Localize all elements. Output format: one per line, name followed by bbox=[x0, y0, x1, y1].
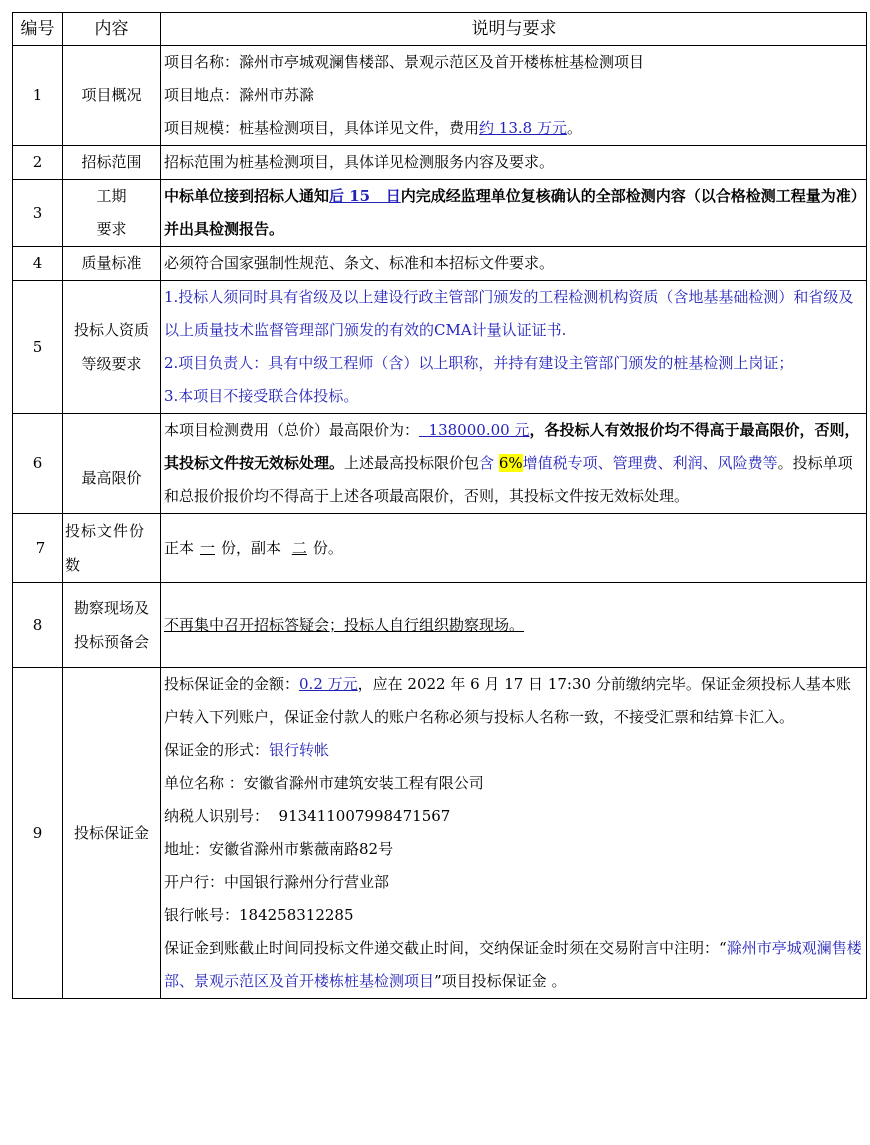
project-name: 项目名称：滁州市亭城观澜售楼部、景观示范区及首开楼栋桩基检测项目 bbox=[164, 53, 645, 71]
tax-id: 纳税人识别号： 913411007998471567 bbox=[164, 807, 451, 825]
deposit-text: ”项目投标保证金 。 bbox=[434, 972, 567, 990]
header-content: 内容 bbox=[63, 13, 161, 46]
row-label-line: 等级要求 bbox=[81, 355, 142, 373]
price-cap-amount: 138000.00 元 bbox=[419, 421, 530, 439]
copies-text: 正本 bbox=[164, 538, 195, 557]
table-row bbox=[13, 583, 867, 668]
row-number: 4 bbox=[13, 247, 63, 281]
row-label bbox=[63, 583, 161, 668]
project-location: 项目地点：滁州市苏滁 bbox=[164, 86, 315, 104]
row-label bbox=[63, 281, 161, 414]
price-cap-text: 含 bbox=[479, 454, 499, 472]
price-cap-text: 上述最高投标限价包 bbox=[344, 454, 480, 472]
row-description bbox=[161, 583, 867, 668]
deposit-text: 投标保证金的金额： bbox=[164, 675, 300, 693]
row-label: 质量标准 bbox=[63, 247, 161, 281]
schedule-text: 内完成经监理单位复核确认的全部检测内容（以合格检测工程量为准）并出具检测报告。 bbox=[164, 187, 859, 238]
deposit-text: 保证金的形式： bbox=[164, 741, 270, 759]
row-label-line: 工期 bbox=[96, 187, 127, 205]
tender-requirements-table bbox=[12, 12, 867, 999]
project-scale-text: 项目规模：桩基检测项目，具体详见文件，费用 bbox=[164, 119, 480, 137]
row-number: 3 bbox=[13, 180, 63, 247]
project-fee: 约 13.8 万元 bbox=[479, 119, 567, 137]
deposit-value: 0.2 万元 bbox=[299, 675, 358, 693]
row-label: 投标保证金 bbox=[63, 668, 161, 999]
table-row bbox=[13, 414, 867, 514]
price-cap-text: 。投标单项和总报价报价均不得高于上述各项最高限价，否则，其投标文件按无效标处理。 bbox=[164, 454, 853, 505]
account-holder: 单位名称 ：安徽省滁州市建筑安装工程有限公司 bbox=[164, 774, 484, 792]
row-number: 1 bbox=[13, 46, 63, 146]
header-number: 编号 bbox=[13, 13, 63, 46]
row-description bbox=[161, 281, 867, 414]
row-description bbox=[161, 180, 867, 247]
row-number: 2 bbox=[13, 146, 63, 180]
deposit-method: 银行转帐 bbox=[269, 741, 330, 759]
copy-count: 二 bbox=[291, 538, 307, 557]
table-row bbox=[13, 247, 867, 281]
table-row bbox=[13, 281, 867, 414]
deposit-amount bbox=[164, 668, 864, 734]
price-cap-rule: 各投标人有效报价均不得高于最高限价，否则，其投标文件按无效标处理。 bbox=[164, 421, 860, 472]
table-row bbox=[13, 146, 867, 180]
header-description: 说明与要求 bbox=[161, 13, 867, 46]
row-label: 招标范围 bbox=[63, 146, 161, 180]
price-cap-text: 本项目检测费用（总价）最高限价为： bbox=[164, 421, 420, 439]
row-description: 招标范围为桩基检测项目，具体详见检测服务内容及要求。 bbox=[161, 146, 867, 180]
address: 地址：安徽省滁州市紫薇南路82号 bbox=[164, 840, 394, 858]
row-number: 6 bbox=[13, 414, 63, 514]
table-header-row bbox=[13, 13, 867, 46]
row-label bbox=[63, 180, 161, 247]
row-number: 9 bbox=[13, 668, 63, 999]
row-label-line: 要求 bbox=[96, 220, 127, 238]
row-label: 最高限价 bbox=[63, 414, 161, 514]
row-label-line: 勘察现场及 bbox=[73, 599, 149, 617]
row-description bbox=[161, 514, 867, 583]
qualification-item: 3.本项目不接受联合体投标。 bbox=[164, 387, 359, 405]
deposit-note bbox=[164, 932, 864, 998]
row-description bbox=[161, 414, 867, 514]
row-label: 投标文件份数 bbox=[63, 514, 161, 583]
punctuation: 。 bbox=[566, 119, 582, 137]
project-scale bbox=[164, 112, 864, 145]
schedule-days: 后 15 日 bbox=[329, 187, 401, 205]
copies-text: 份。 bbox=[312, 538, 343, 557]
project-reference: 滁州市亭城观澜售楼部、景观示范区及首开楼栋桩基检测项目 bbox=[164, 939, 862, 990]
row-number: 5 bbox=[13, 281, 63, 414]
row-description bbox=[161, 46, 867, 146]
table-row bbox=[13, 46, 867, 146]
deposit-text: ，应在 2022 年 6 月 17 日 17:30 分前缴纳完毕。保证金须投标人基本账户转入下列账户，保证金付款人的账户名称必须与投标人名称一致，不接受汇票和结算卡汇入。 bbox=[164, 675, 851, 726]
qualification-item: 2.项目负责人：具有中级工程师（含）以上职称，并持有建设主管部门颁发的桩基检测上岗证； bbox=[164, 354, 794, 372]
row-label: 项目概况 bbox=[63, 46, 161, 146]
original-count: 一 bbox=[200, 538, 216, 557]
table-row bbox=[13, 668, 867, 999]
row-description: 必须符合国家强制性规范、条文、标准和本招标文件要求。 bbox=[161, 247, 867, 281]
vat-rate: 6% bbox=[498, 454, 523, 472]
account-number: 银行帐号：184258312285 bbox=[164, 906, 354, 924]
table-row bbox=[13, 180, 867, 247]
deposit-form bbox=[164, 734, 864, 767]
table-row bbox=[13, 514, 867, 583]
row-number: 8 bbox=[13, 583, 63, 668]
row-label-line: 投标人资质 bbox=[73, 321, 149, 339]
price-cap-inclusions: 增值税专项、管理费、利润、风险费等 bbox=[522, 454, 778, 472]
deposit-text: 保证金到账截止时间同投标文件递交截止时间，交纳保证金时须在交易附言中注明：“ bbox=[164, 939, 727, 957]
schedule-text: 中标单位接到招标人通知 bbox=[164, 187, 330, 205]
row-number: 7 bbox=[13, 514, 63, 583]
bank-name: 开户行：中国银行滁州分行营业部 bbox=[164, 873, 390, 891]
copies-text: 份，副本 bbox=[221, 538, 286, 557]
prebid-meeting-text: 不再集中召开招标答疑会；投标人自行组织勘察现场。 bbox=[164, 615, 525, 634]
row-description bbox=[161, 668, 867, 999]
row-label-line: 投标预备会 bbox=[73, 633, 149, 651]
qualification-item: 1.投标人须同时具有省级及以上建设行政主管部门颁发的工程检测机构资质（含地基基础检测）和省级及以上质量技术监督管理部门颁发的有效的CMA计量认证证书. bbox=[164, 288, 854, 339]
punctuation: ， bbox=[529, 421, 545, 439]
